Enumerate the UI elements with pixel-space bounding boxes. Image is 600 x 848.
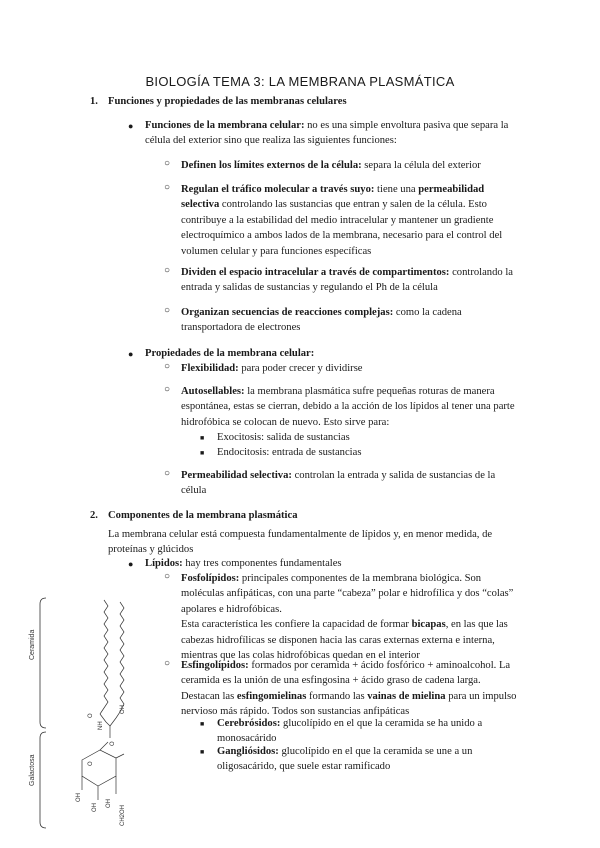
atom-label: OH <box>120 705 126 714</box>
propiedades-label: Propiedades de la membrana celular: <box>145 348 315 359</box>
ceramide-brace <box>40 598 46 828</box>
atom-label: O <box>110 741 116 746</box>
atom-label: NH <box>98 721 104 730</box>
fosfolipidos-p2a: Esta característica les confiere la capacidad de formar <box>181 619 412 631</box>
fosfolipidos-bicapas: bicapas <box>411 619 446 631</box>
funcion-item-2-text2: controlando las sustancias que entran y salen de la célula. Esto contribuye a la estabilidad del medio intracelular y mantener un gradiente electroquímico a ambos lados de la membrana, necesario para el control del volumen celular y para funciones específicas <box>181 199 503 257</box>
galactose-ring <box>82 750 116 786</box>
atom-label: OH <box>76 793 82 802</box>
gangliosidos-text: glucolípido en el que la ceramida se une a un oligosacárido, que suele estar ramificado <box>217 746 473 773</box>
cerebrosidos-label: Cerebrósidos: <box>217 718 281 729</box>
funcion-item-1-label: Definen los límites externos de la célula: <box>181 160 362 171</box>
section-1-number: 1. <box>90 96 98 107</box>
circle-bullet-icon: ○ <box>164 182 171 193</box>
circle-bullet-icon: ○ <box>164 265 171 276</box>
circle-bullet-icon: ○ <box>164 468 171 479</box>
section-1-heading: Funciones y propiedades de las membranas celulares <box>108 96 347 107</box>
funciones-label: Funciones de la membrana celular: <box>145 120 305 131</box>
funcion-item-3-text: controlando la entrada y salidas de sustancias y regulando el Ph de la célula <box>181 267 513 294</box>
esfingolipidos-item <box>181 658 526 720</box>
bullet-icon: ● <box>128 349 134 359</box>
section-2-intro: La membrana celular está compuesta fundamentalmente de lípidos y, en menor medida, de proteínas y glúcidos <box>108 529 493 556</box>
atom-label: OH <box>106 799 112 808</box>
atom-label: O <box>88 713 94 718</box>
funcion-item-3-label: Dividen el espacio intracelular a través de compartimentos: <box>181 267 450 278</box>
funcion-item-2-bold: permeabilidad selectiva <box>181 184 485 211</box>
lipidos-label: Lípidos: <box>145 558 183 569</box>
esfingolipidos-text: formados por ceramida + ácido fosfórico + aminoalcohol. La ceramida es la unión de una esfingosina + ácido graso de cadena larga. <box>181 660 511 687</box>
fatty-acid-chain <box>100 600 108 714</box>
exocitosis-item: Exocitosis: salida de sustancias <box>217 432 350 443</box>
square-bullet-icon: ■ <box>200 748 205 756</box>
autosellables-text: la membrana plasmática sufre pequeñas roturas de manera espontánea, estas se cierran, debido a la acción de los lípidos al tener una parte hidrofóbica se colocan de nuevo. Esto sirve para: <box>181 386 515 428</box>
circle-bullet-icon: ○ <box>164 361 171 372</box>
atom-label: O <box>88 761 94 766</box>
flexibilidad-item <box>181 361 521 376</box>
flexibilidad-label: Flexibilidad: <box>181 363 239 374</box>
gangliosidos-item <box>217 744 517 775</box>
esfingolipidos-p2e: para un impulso nervioso más rápido. Todos son sustancias anfipáticas <box>181 690 517 718</box>
square-bullet-icon: ■ <box>200 434 205 442</box>
funcion-item-2 <box>181 182 521 259</box>
funcion-item-4-text: como la cadena transportadora de electrones <box>181 307 462 334</box>
atom-label: CH2OH <box>120 804 126 826</box>
cerebrosidos-item <box>217 716 517 747</box>
esfingolipidos-p2a: Destacan las <box>181 690 237 702</box>
fosfolipidos-p2c: , en las que las cabezas hidrofílicas se disponen hacia las caras externas externa e interna, mientras que las colas hidrofóbicas quedan en el interior <box>181 619 508 662</box>
square-bullet-icon: ■ <box>200 720 205 728</box>
permeabilidad-text: controlan la entrada y salida de sustancias de la célula <box>181 470 496 497</box>
cerebroside-structure-figure <box>20 590 130 830</box>
flexibilidad-text: para poder crecer y dividirse <box>238 363 363 374</box>
fosfolipidos-label: Fosfolípidos: <box>181 573 240 584</box>
autosellables-label: Autosellables: <box>181 386 245 397</box>
ceramide-label: Ceramida <box>29 629 36 660</box>
funciones-text: no es una simple envoltura pasiva que separa la célula del exterior sino que realiza las siguientes funciones: <box>145 120 509 147</box>
funcion-item-1-text: separa la célula del exterior <box>361 160 481 171</box>
permeabilidad-label: Permeabilidad selectiva: <box>181 470 292 481</box>
endocitosis-item: Endocitosis: entrada de sustancias <box>217 447 362 458</box>
section-2-heading: Componentes de la membrana plasmática <box>108 510 298 521</box>
fosfolipidos-item <box>181 571 526 663</box>
funcion-item-4-label: Organizan secuencias de reacciones complejas: <box>181 307 394 318</box>
page-title: BIOLOGÍA TEMA 3: LA MEMBRANA PLASMÁTICA <box>145 74 455 89</box>
lipidos-item <box>145 556 342 571</box>
square-bullet-icon: ■ <box>200 449 205 457</box>
funcion-item-3 <box>181 265 521 296</box>
bullet-icon: ● <box>128 559 134 569</box>
circle-bullet-icon: ○ <box>164 305 171 316</box>
funcion-item-2-text: tiene una <box>374 184 419 195</box>
circle-bullet-icon: ○ <box>164 384 171 395</box>
sphingosine-chain <box>116 602 124 718</box>
esfingolipidos-label: Esfingolípidos: <box>181 660 249 671</box>
section-2-number: 2. <box>90 510 98 521</box>
galactose-label: Galactosa <box>29 754 36 786</box>
funcion-item-2-label: Regulan el tráfico molecular a través suyo: <box>181 184 375 195</box>
cerebrosidos-text: glucolípido en el que la ceramida se ha unido a monosacárido <box>217 718 483 745</box>
circle-bullet-icon: ○ <box>164 158 171 169</box>
bullet-icon: ● <box>128 121 134 131</box>
galactose-brace <box>40 732 46 828</box>
vainas-de-mielina: vainas de mielina <box>367 690 446 702</box>
circle-bullet-icon: ○ <box>164 571 171 582</box>
autosellables-item <box>181 384 521 430</box>
circle-bullet-icon: ○ <box>164 658 171 669</box>
gangliosidos-label: Gangliósidos: <box>217 746 279 757</box>
fosfolipidos-text: principales componentes de la membrana biológica. Son moléculas anfipáticas, con una parte “cabeza” polar e hidrofílica y dos “colas” apolares e hidrofóbicas. <box>181 573 514 615</box>
esfingomielinas: esfingomielinas <box>236 690 307 702</box>
esfingolipidos-p2c: formando las <box>306 690 368 702</box>
funciones-paragraph <box>145 118 515 149</box>
atom-label: OH <box>92 803 98 812</box>
funcion-item-4 <box>181 305 521 336</box>
lipidos-text: hay tres componentes fundamentales <box>182 558 342 569</box>
funcion-item-1 <box>181 158 521 173</box>
permeabilidad-item <box>181 468 521 499</box>
